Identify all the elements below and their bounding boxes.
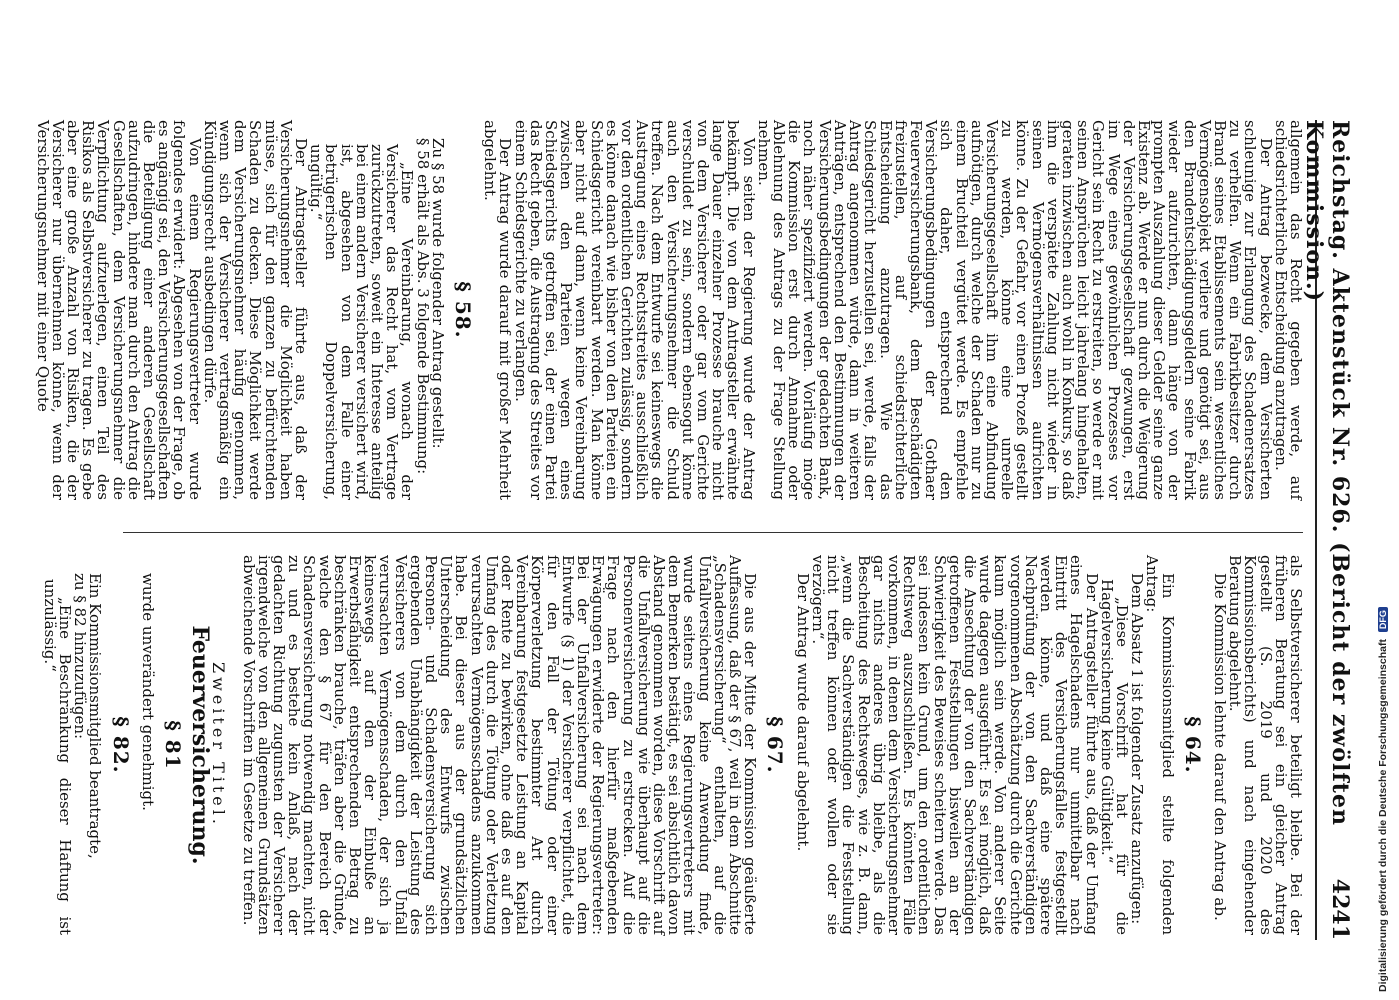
page-number: 4241 xyxy=(1327,878,1353,940)
paragraph: Der Antragsteller führte aus, daß der Umfang eines Hagelschadens nur unmittelbar nach Eintritt des Versicherungsfalles festgestellt werden könne, und daß eine spätere Nachprüfung der von den Sachverständigen vorgenommenen Abschätzung durch die Gerichte kaum möglich sein werde. Von anderer Seite wurde dagegen ausgeführt: Es sei möglich, daß die Ansechtung der von den Sachverständigen getroffenen Feststellungen bisweilen an der Schwierigkeit des Beweises scheitern werde. Das sei indessen kein Grund, um den ordentlichen Rechtsweg auszuschließen. Es könnten Fälle vorkommen, in denen dem Versicherungsnehmer gar nichts anderes übrig bleibe, als die Bescheitung des Rechtsweges, wie z. B. dann, „wenn die Sachverständigen die Feststellung nicht treffen können oder wollen oder sie verzögern“. xyxy=(808,555,1101,935)
section-heading: § 58. xyxy=(451,281,476,339)
paragraph: allgemein das Recht gegeben werde, auf schiedsrichterliche Entscheidung anzutragen. xyxy=(1271,120,1305,500)
page-header xyxy=(1301,120,1357,940)
paragraph: Zu § 58 wurde folgender Antrag gestellt: xyxy=(428,138,447,449)
paragraph: Der Antrag wurde darauf mit großer Mehrheit abgelehnt. xyxy=(481,120,515,500)
section-heading: § 64. xyxy=(1180,716,1205,774)
paragraph: Der Antrag bezwecke, dem Versicherten schleunige zur Erlangung des Schadenersatzes zu verhelfen. Wenn ein Fabrikbesitzer durch Brand seines Etablissements sein wesentliches Vermögensobjekt verliere und genötigt sei, aus den Brandentschädigungsgeldern seine Fabrik wieder aufzurichten, dann hänge von der prompten Auszahlung dieser Gelder seine ganze Existenz ab. Werde er nun durch die Weigerung der Versicherungsgesellschaft gezwungen, erst im Wege eines gewöhnlichen Prozesses vor Gericht sein Recht zu erstreiten, so werde er mit seinen Ansprüchen leicht jahrelang hingehalten, geraten inzwischen auch wohl in Konkurs, so daß ihm die verspätete Zahlung nicht wieder in seinen Vermögensverhältnissen aufrichten könne. Zu der Gefahr, vor einen Prozeß gestellt zu werden, könne eine unreelle Versicherungsgesellschaft ihm eine Abfindung aufnötigen, durch welche der Schaden nur zu einem Bruchteil vergütet werde. Es empfehle sich daher, entsprechend den Versicherungsbedingungen der Gothaer Feuerversicherungsbank, dem Beschädigten freizustellen, auf schiedsrichterliche Entscheidung anzutragen. Wie das Schiedsgericht herzustellen sei, werde, falls der Antrag angenommen würde, dann in weiteren Anträgen, entsprechend den Bestimmungen der Versicherungsbedingungen der gedachten Bank, noch näher spezifiziert werden. Vorläufig möge die Kommission erst durch Annahme oder Ablehnung des Antrags zu der Frage Stellung nehmen. xyxy=(754,120,1275,500)
paragraph: Die aus der Mitte der Kommission geäußerte Auffassung, daß der § 67, weil in dem Abschnitte „Schadensversicherung“ enthalten, auf die Unfallversicherung keine Anwendung finde, wurde seitens eines Regierungsvertreters mit dem Bemerken bestätigt, es sei absichtlich davon Abstand genommen worden, diese Vorschrift auf die Unfallversicherung wie überhaupt auf die Personenversicherung zu erstrecken. Auf die Frage nach den hierfür maßgebenden Erwägungen erwiderte der Regierungsvertreter: Bei der Unfallversicherung sei nach dem Entwurfe (§ 1) der Versicherer verpflichtet, die für den Fall der Tötung oder einer Körperverletzung bestimmter Art durch Vereinbarung festgesetzte Leistung an Kapital oder Rente zu bewirken, ohne daß es auf den Umfang des durch die Tötung oder Verletzung verursachten Vermögensschadens anzukommen habe. Bei dieser aus der grundsätzlichen Unterscheidung des Entwurfs zwischen Personen- und Schadensversicherung sich ergebenden Unabhängigkeit der Leistung des Versicherers von dem durch den Unfall verursachten Vermögensschaden, der sich ja keineswegs auf den der Einbuße an Erwerbsfähigkeit entsprechenden Betrag zu beschränken brauche, träfen aber die Gründe, welche den § 67 für den Bereich der Schadensversicherung notwendig machten, nicht zu und es bestehe kein Anlaß, nach der gedachten Richtung zugunsten der Versicherer irgendwelche von den allgemeinen Grundsätzen abweichende Vorschriften im Gesetze zu treffen. xyxy=(239,555,760,935)
part-title: Feuerversicherung. xyxy=(187,625,214,865)
section-heading: § 81 xyxy=(160,720,185,770)
right-column xyxy=(40,555,1305,935)
column-divider xyxy=(123,532,1303,533)
digitization-credit xyxy=(1355,8,1389,992)
dfg-logo: DFG xyxy=(1378,607,1388,632)
quoted-text: „Eine Vereinbarung, wonach der Versicherer das Recht hat, vom Vertrage zurückzutreten, soweit ein Interesse anteilig bei einem andern Versicherer versichert wird, ist, abgesehen von dem Falle einer betrügerischen Doppelversicherung, ungültig.“ xyxy=(307,144,417,500)
section-heading: § 82. xyxy=(108,716,133,774)
paragraph: zu § 82 hinzuzufügen: xyxy=(71,573,90,740)
section-heading: § 67. xyxy=(763,716,788,774)
left-column xyxy=(33,120,1305,500)
paragraph: Der Antragsteller führte aus, daß der Versicherungsnehmer die Möglichkeit haben müsse, sich für den ganzen zu befürchtenden Schaden zu decken. Diese Möglichkeit werde dem Versicherungsnehmer häufig genommen, wenn sich der Versicherer vertragsmäßig ein Kündigungsrecht ausbedingen dürfe. xyxy=(200,120,310,500)
header-title: Reichstag. Aktenstück Nr. 626. (Bericht der zwölften Kommission.) xyxy=(1301,120,1353,826)
paragraph: § 58 erhält als Abs. 3 folgende Bestimmung: xyxy=(413,138,432,475)
credit-text: Digitalisierung gefördert durch die Deutsche Forschungsgemeinschaft xyxy=(1377,639,1389,992)
paragraph: als Selbstversicherer beteiligt bleibe. Bei der früheren Beratung sei ein gleicher Antrag gestellt (S. 2019 und 2020 des Kommissionsberichts) und nach eingehender Beratung abgelehnt. xyxy=(1226,555,1305,935)
quoted-text: „Diese Vorschrift hat für die Hagelversicherung keine Gültigkeit.“ xyxy=(1097,579,1131,935)
paragraph: Von einem Regierungsvertreter wurde folgendes erwidert: Abgesehen von der Frage, ob es angängig sei, den Versicherungsgesellschaften die Beteiligung einer anderen Gesellschaft aufzudringen, hindere man durch den Antrag die Gesellschaften, dem Versicherungsnehmer die Verpflichtung aufzuerlegen, einen Teil des Risikos als Selbstversicherer zu tragen. Es gebe aber eine große Anzahl von Risiken, die der Versicherer nur übernehmen könne, wenn der Versicherungsnehmer mit einer Quote xyxy=(33,120,204,500)
paragraph: wurde unverändert genehmigt. xyxy=(138,573,157,811)
quoted-text: „Eine Beschränkung dieser Haftung ist unzulässig.“ xyxy=(40,579,74,935)
paragraph: Dem Absatz 1 ist folgender Zusatz anzufügen: xyxy=(1128,573,1147,925)
paragraph: Von seiten der Regierung wurde der Antrag bekämpft. Die von dem Antragsteller erwähnte lange Dauer einzelner Prozesse brauche nicht von dem Versicherer oder gar vom Gerichte verschuldet zu sein, sondern ebensogut könne auch den Versicherungsnehmer die Schuld treffen. Nach dem Entwurfe sei keineswegs die Austragung eines Rechtsstreites ausschließlich vor den ordentlichen Gerichten zulässig, sondern es könne danach wie bisher von den Parteien ein Schiedsgericht vereinbart werden. Man könne aber nicht auf dann, wenn keine Vereinbarung zwischen den Parteien wegen eines Schiedsgerichts getroffen sei, der einen Partei das Recht geben, die Austragung des Streites vor einem Schiedsgerichte zu verlangen. xyxy=(511,120,758,500)
subtitle: Zweiter Titel. xyxy=(209,662,229,828)
paragraph: Ein Kommissionsmitglied stellte folgenden Antrag: xyxy=(1143,555,1177,935)
paragraph: Die Kommission lehnte darauf den Antrag ab. xyxy=(1210,573,1229,921)
paragraph: Der Antrag wurde darauf abgelehnt. xyxy=(793,573,812,852)
paragraph: Ein Kommissionsmitglied beantragte, xyxy=(86,573,105,859)
